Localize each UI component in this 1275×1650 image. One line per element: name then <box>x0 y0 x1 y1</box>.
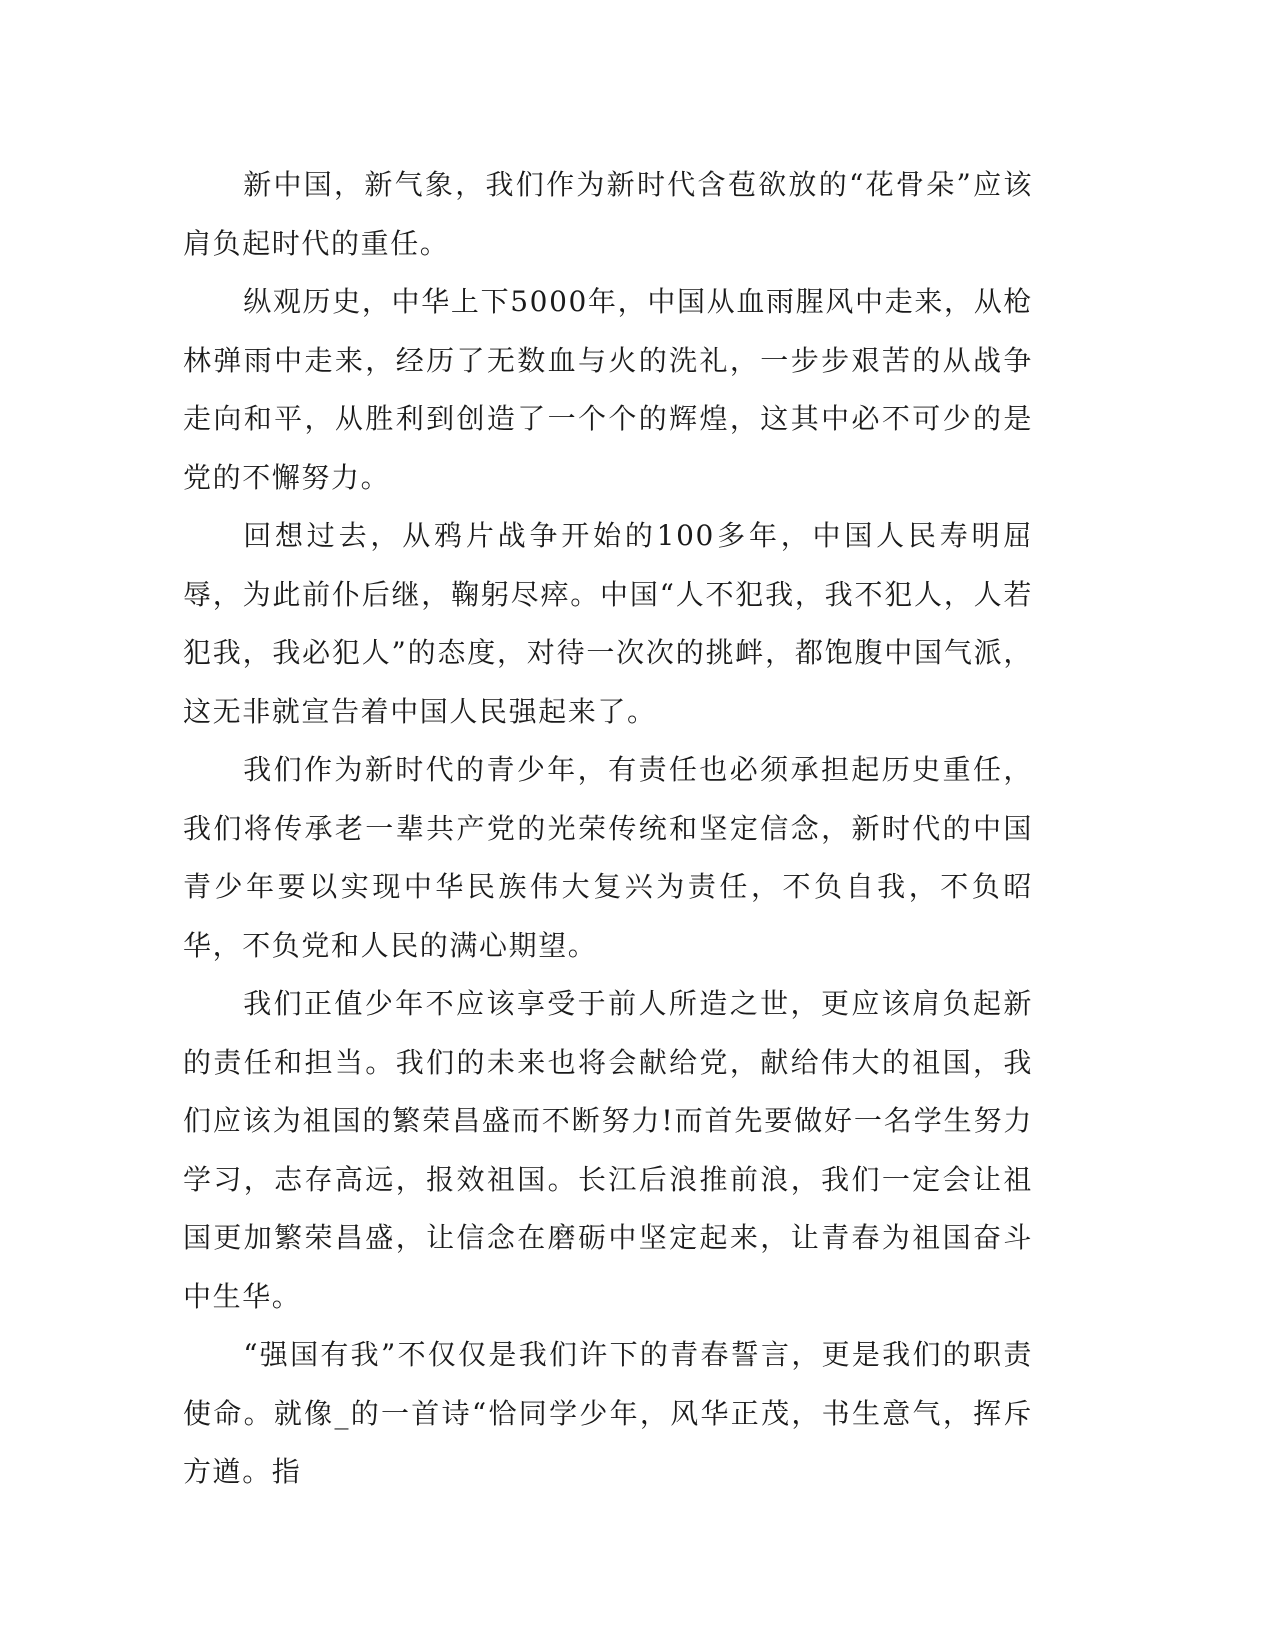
paragraph: 新中国，新气象，我们作为新时代含苞欲放的“花骨朵”应该肩负起时代的重任。 <box>183 168 1033 260</box>
paragraph: 回想过去，从鸦片战争开始的100多年，中国人民寿明屈辱，为此前仆后继，鞠躬尽瘁。中国“人不犯我，我不犯人，人若犯我，我必犯人”的态度，对待一次次的挑衅，都饱腹中国气派，这无非就宣告着中国人民强起来了。 <box>183 519 1033 728</box>
paragraph: 我们作为新时代的青少年，有责任也必须承担起历史重任，我们将传承老一辈共产党的光荣传统和坚定信念，新时代的中国青少年要以实现中华民族伟大复兴为责任，不负自我，不负昭华，不负党和人民的满心期望。 <box>183 753 1033 962</box>
document-body <box>183 156 1033 1502</box>
paragraph: “强国有我”不仅仅是我们许下的青春誓言，更是我们的职责使命。就像_的一首诗“恰同学少年，风华正茂，书生意气，挥斥方遒。指 <box>183 1338 1033 1488</box>
paragraph: 我们正值少年不应该享受于前人所造之世，更应该肩负起新的责任和担当。我们的未来也将会献给党，献给伟大的祖国，我们应该为祖国的繁荣昌盛而不断努力!而首先要做好一名学生努力学习，志存高远，报效祖国。长江后浪推前浪，我们一定会让祖国更加繁荣昌盛，让信念在磨砺中坚定起来，让青春为祖国奋斗中生华。 <box>183 987 1033 1313</box>
paragraph: 纵观历史，中华上下5000年，中国从血雨腥风中走来，从枪林弹雨中走来，经历了无数血与火的洗礼，一步步艰苦的从战争走向和平，从胜利到创造了一个个的辉煌，这其中必不可少的是党的不懈努力。 <box>183 285 1033 494</box>
